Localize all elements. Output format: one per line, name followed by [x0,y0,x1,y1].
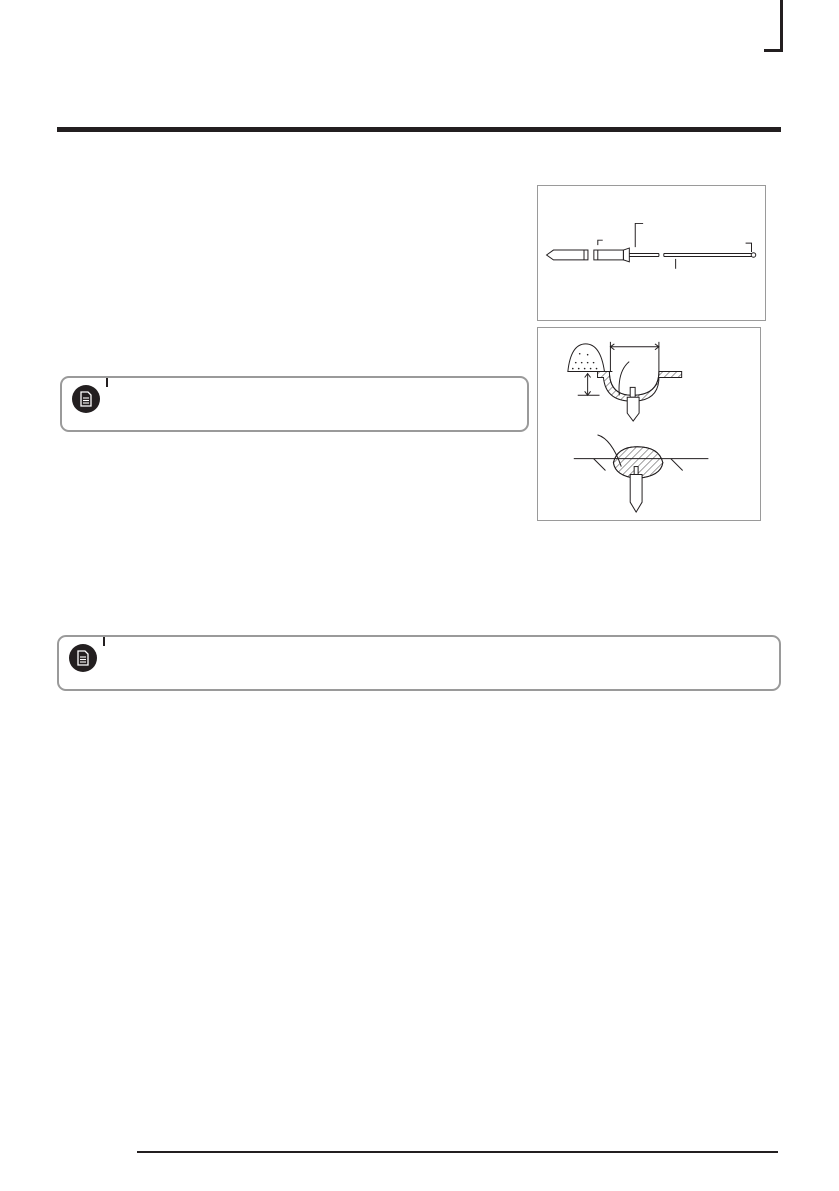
weld-cross-section-drawing [538,328,760,520]
fitting-flare [623,248,629,262]
leader-stem [635,223,643,247]
note-box-2 [57,635,781,691]
pipe-end [751,253,756,258]
cap-piece [547,250,588,260]
leader-end [746,243,752,252]
note-document-icon [72,385,100,413]
crop-mark-horizontal [764,49,783,52]
footer-rule [137,1151,778,1153]
figure-piping-components [537,185,766,321]
pin-lower [634,467,638,475]
piping-components-drawing [538,186,765,320]
note-box-1 [60,376,529,432]
pin-upper-body [627,397,639,421]
section-header-rule [57,127,781,132]
weld-bead-dome [568,344,605,372]
note-tick-mark [106,378,108,387]
weld-dots [572,353,597,369]
figure-weld-cross-section [537,327,761,521]
fitting-body [594,250,624,260]
note-document-icon [69,644,97,672]
leader-fitting [598,240,603,245]
pin-lower-body [630,474,642,512]
note-tick-mark [103,637,105,646]
crop-mark-vertical [780,0,783,52]
pin-upper [630,387,635,397]
electrode-wire [619,362,629,396]
